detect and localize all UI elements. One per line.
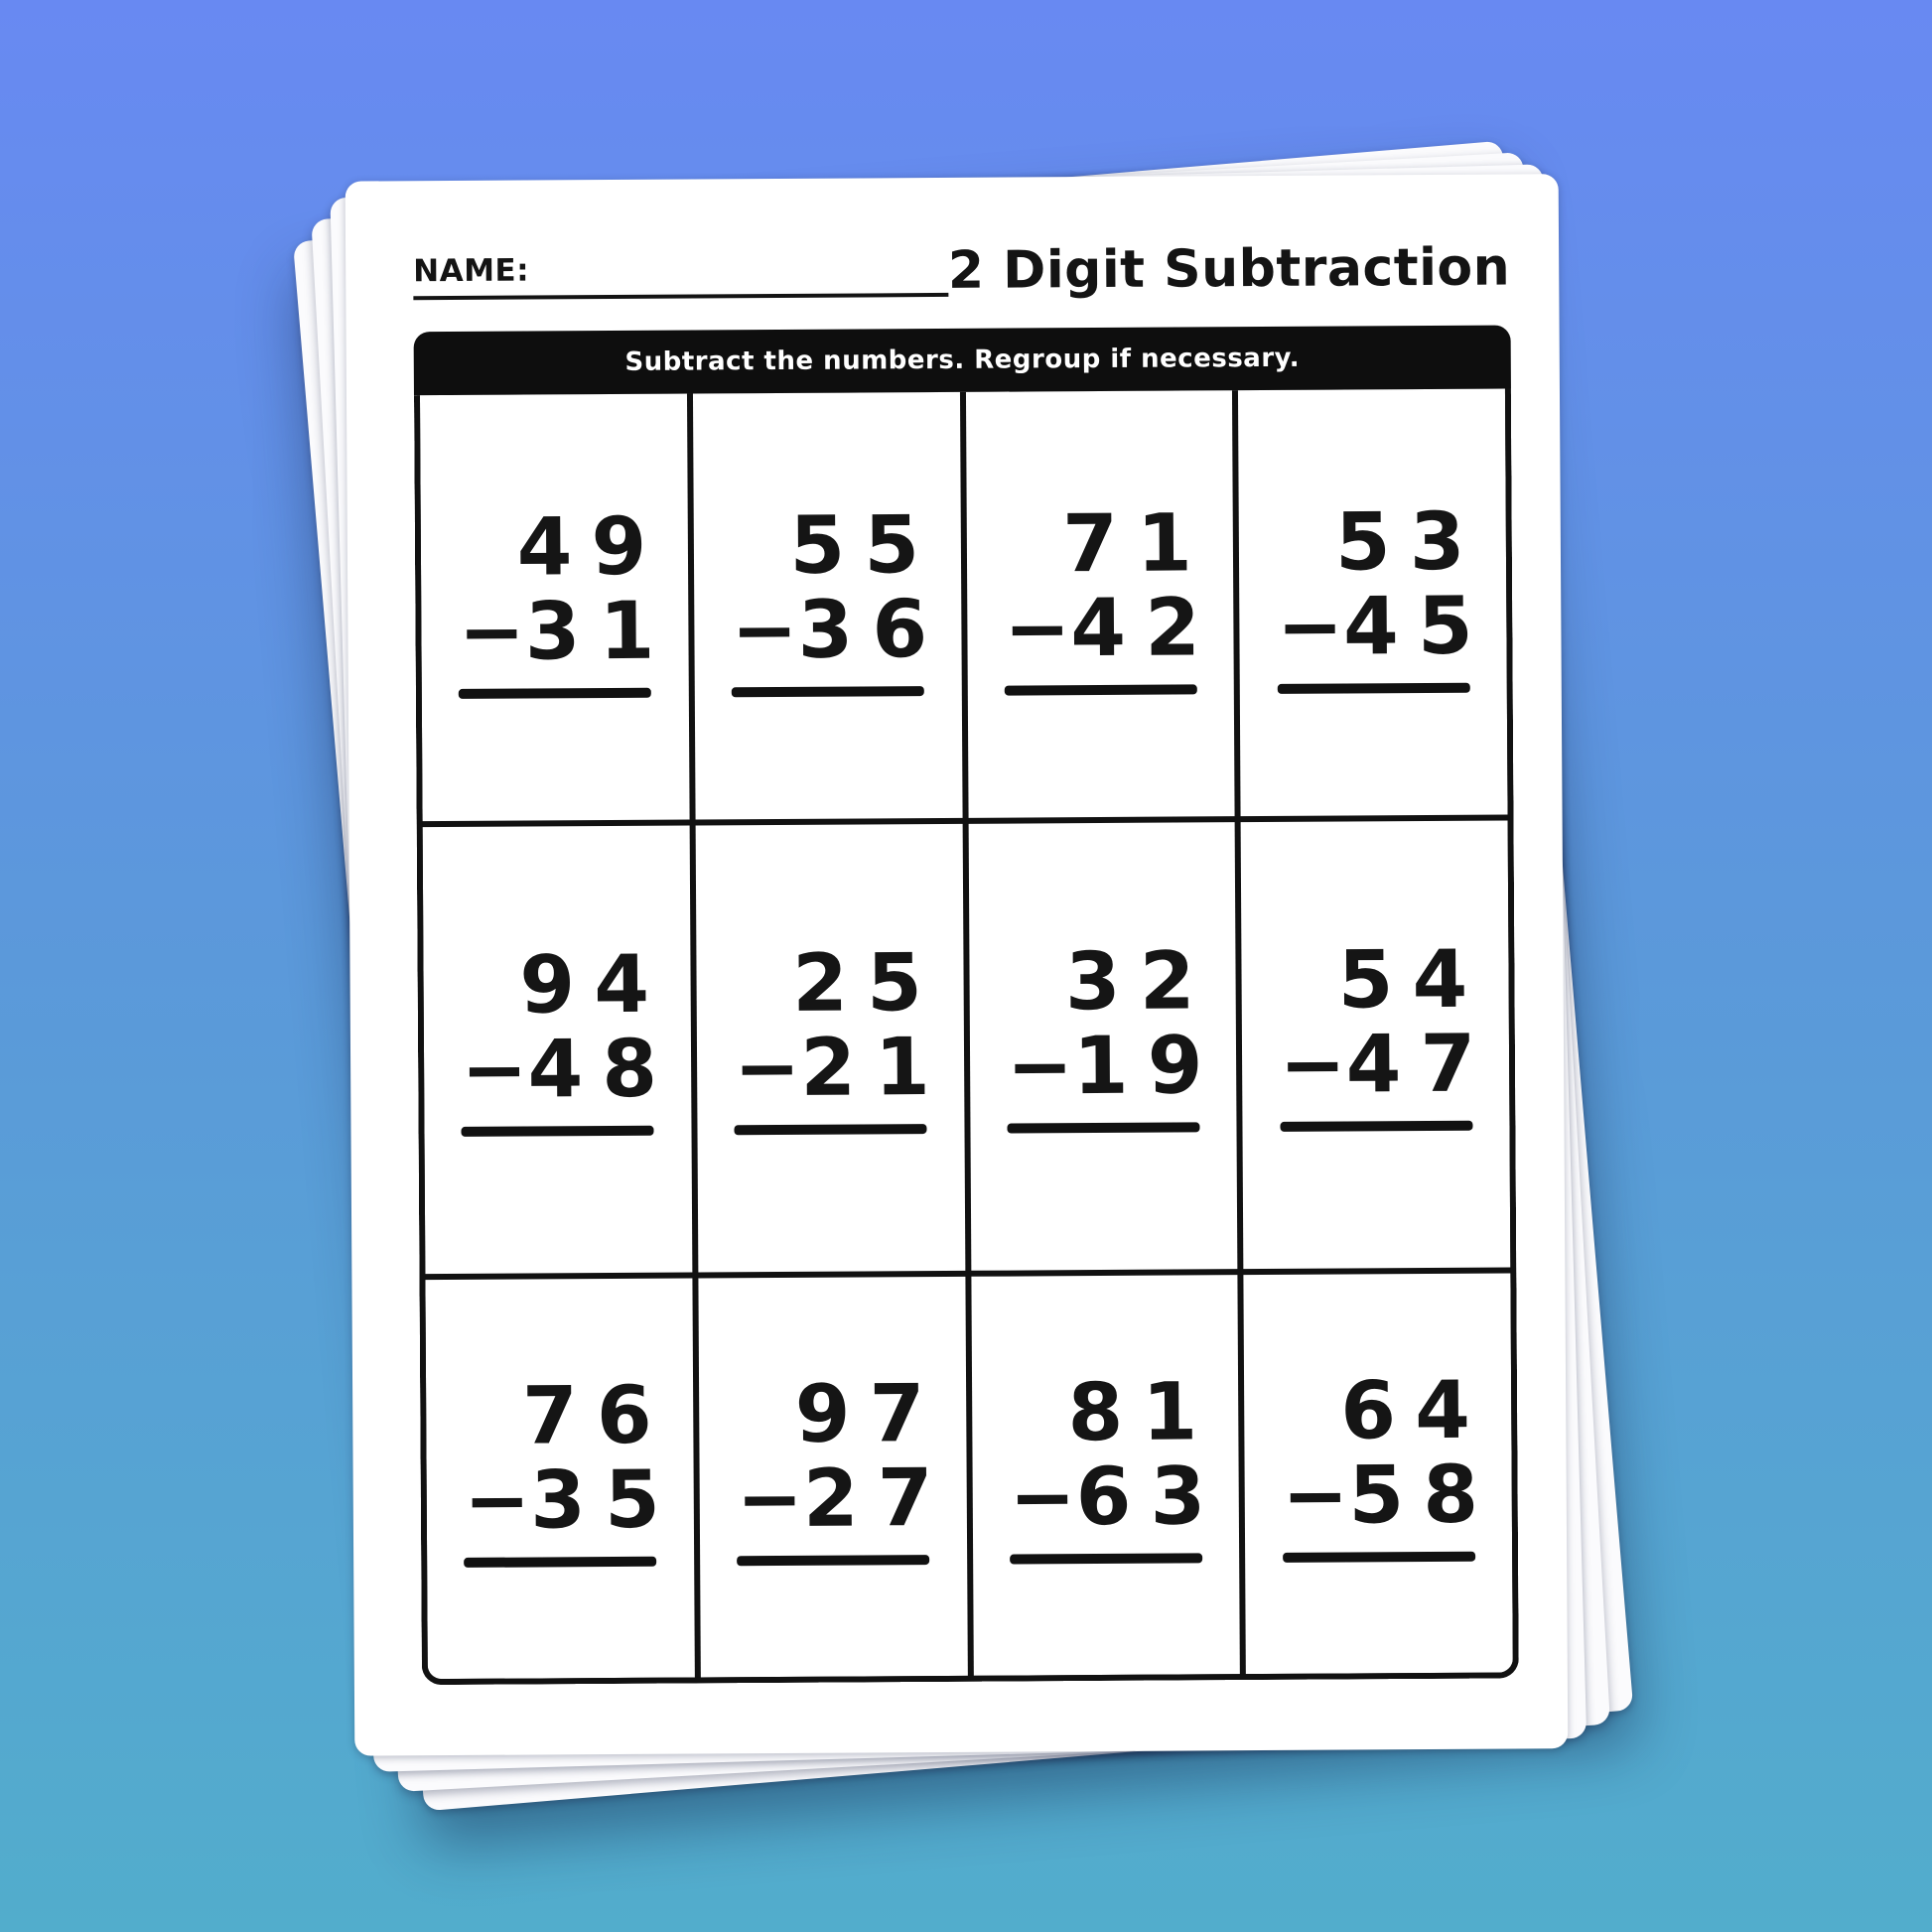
subtrahend: 36 <box>797 582 947 676</box>
problem-cell <box>423 826 692 1275</box>
answer-line <box>735 1124 927 1135</box>
minuend: 64 <box>1340 1363 1490 1457</box>
minus-sign: − <box>731 583 798 677</box>
problem-cell <box>1244 1274 1513 1675</box>
minuend: 25 <box>791 935 942 1030</box>
answer-line <box>462 1125 654 1136</box>
instruction-text: Subtract the numbers. Regroup if necessary. <box>624 343 1301 377</box>
minus-sign: − <box>1004 581 1071 675</box>
subtraction-problem <box>460 826 677 1274</box>
subtrahend: 45 <box>1342 579 1493 673</box>
subtraction-problem <box>1278 821 1495 1269</box>
subtrahend-row <box>1009 1449 1225 1544</box>
answer-line <box>1005 684 1197 695</box>
problems-grid <box>414 388 1519 1685</box>
problem-cell <box>698 1277 967 1678</box>
answer-line <box>464 1556 656 1567</box>
subtraction-problem <box>457 394 674 821</box>
minuend: 32 <box>1064 934 1214 1029</box>
subtrahend-row <box>733 1020 950 1115</box>
minuend: 49 <box>516 499 666 594</box>
page-title: 2 Digit Subtraction <box>947 237 1511 301</box>
subtraction-problem <box>1276 389 1493 816</box>
answer-line <box>1277 682 1469 693</box>
minus-sign: − <box>736 1451 804 1546</box>
subtraction-problem <box>1008 1276 1225 1676</box>
subtrahend: 47 <box>1345 1017 1495 1111</box>
minuend: 71 <box>1061 496 1212 591</box>
subtrahend: 31 <box>524 584 674 678</box>
problem-cell <box>695 824 964 1273</box>
subtrahend-row <box>1279 1017 1495 1111</box>
subtrahend: 21 <box>799 1020 950 1114</box>
answer-line <box>732 686 924 697</box>
problem-cell <box>693 392 962 820</box>
minuend: 81 <box>1067 1365 1217 1459</box>
name-field <box>413 250 948 300</box>
subtraction-problem <box>736 1277 952 1677</box>
subtrahend: 58 <box>1348 1448 1498 1542</box>
subtrahend-row <box>1006 1019 1223 1113</box>
subtraction-problem <box>463 1279 680 1679</box>
subtrahend-row <box>461 1022 677 1116</box>
answer-line <box>1010 1553 1202 1564</box>
minuend: 97 <box>794 1367 944 1461</box>
minus-sign: − <box>1276 580 1344 673</box>
subtraction-problem <box>1281 1274 1498 1674</box>
minus-sign: − <box>1009 1450 1076 1544</box>
minuend: 53 <box>1334 494 1484 589</box>
subtrahend-row <box>1282 1448 1498 1542</box>
subtraction-problem <box>1003 390 1220 817</box>
minus-sign: − <box>461 1023 528 1116</box>
problem-cell <box>971 1275 1240 1676</box>
problem-cell <box>1238 389 1507 817</box>
subtrahend: 35 <box>529 1452 680 1547</box>
subtrahend: 27 <box>802 1450 952 1545</box>
minus-sign: − <box>733 1021 801 1115</box>
subtrahend-row <box>458 584 674 678</box>
minus-sign: − <box>1282 1449 1349 1542</box>
minus-sign: − <box>458 585 526 678</box>
subtrahend-row <box>1276 579 1493 673</box>
subtrahend-row <box>463 1452 680 1547</box>
name-label: NAME: <box>413 252 530 290</box>
subtrahend-row <box>731 582 947 677</box>
worksheet-page <box>345 174 1569 1755</box>
instruction-banner <box>414 325 1511 395</box>
answer-line <box>1280 1120 1472 1131</box>
answer-line <box>1007 1122 1199 1133</box>
minus-sign: − <box>463 1453 531 1547</box>
minuend: 76 <box>521 1368 672 1462</box>
minuend: 94 <box>519 937 669 1032</box>
minuend: 55 <box>789 497 939 592</box>
subtraction-problem <box>733 824 950 1272</box>
answer-line <box>737 1555 929 1566</box>
minus-sign: − <box>1279 1018 1347 1111</box>
subtrahend: 19 <box>1072 1019 1223 1112</box>
minuend: 54 <box>1337 932 1487 1027</box>
answer-line <box>1283 1551 1475 1562</box>
subtrahend: 63 <box>1075 1449 1225 1544</box>
subtrahend: 42 <box>1070 581 1220 674</box>
subtraction-problem <box>730 392 947 819</box>
subtrahend-row <box>736 1450 952 1546</box>
problem-cell <box>965 390 1234 818</box>
subtrahend-row <box>1004 581 1220 675</box>
problem-cell <box>1241 821 1510 1270</box>
subtrahend: 48 <box>527 1022 677 1116</box>
subtraction-problem <box>1005 822 1223 1270</box>
minus-sign: − <box>1006 1019 1074 1113</box>
problem-cell <box>968 822 1237 1271</box>
problem-cell <box>425 1279 694 1680</box>
problem-cell <box>420 394 689 822</box>
answer-line <box>459 687 651 698</box>
worksheet-header <box>413 229 1510 300</box>
